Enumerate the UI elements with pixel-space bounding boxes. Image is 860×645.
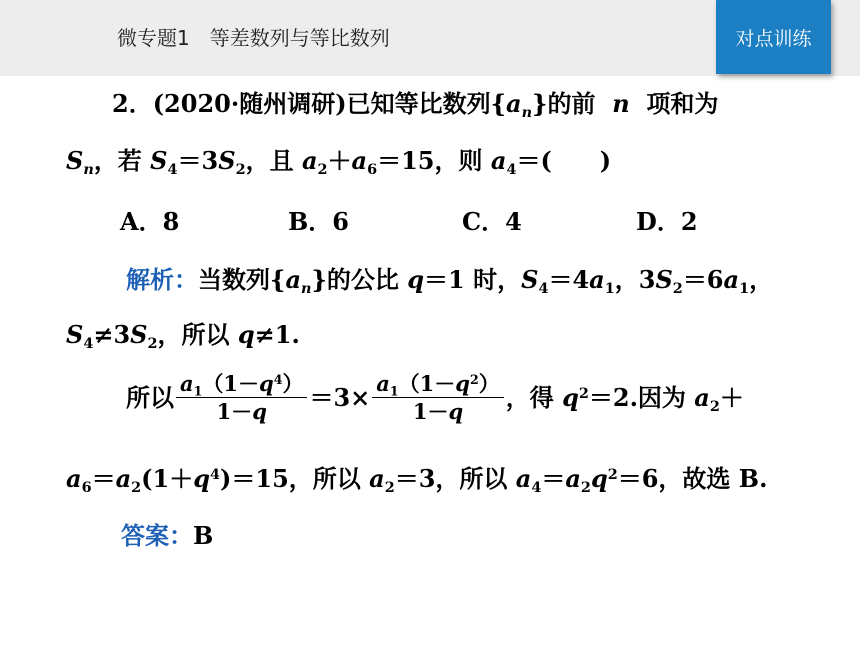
analysis-text: ＝2.因为 (588, 382, 686, 412)
answer-line (121, 522, 213, 550)
question-text: 已知等比数列{ (346, 89, 507, 118)
analysis-text: ＝6 (682, 265, 724, 294)
option-label: A． (120, 207, 163, 236)
analysis-text: 所以 (126, 382, 174, 412)
option-label: D． (636, 207, 681, 236)
analysis-text: ，3 (614, 265, 656, 294)
question-var-n: n (612, 89, 630, 118)
analysis-line-4: $a_6=a_2(1+q^4)=15$，所以 $a_2=3$，所以 $a_4=a_2q^2=6$，故选 B. (66, 464, 768, 497)
fraction-text: ） (282, 371, 304, 396)
option-d[interactable] (636, 202, 698, 237)
fraction-text: （1－ (202, 371, 259, 396)
analysis-text: ≠1. (254, 320, 300, 349)
analysis-text: ，得 (505, 382, 554, 412)
option-value: 4 (505, 207, 522, 236)
question-line-1: 2．(2020·随州调研)已知等比数列$\{a_n\}$的前 n 项和为 (112, 89, 719, 122)
option-b[interactable] (288, 202, 349, 237)
question-text: }的前 (532, 89, 596, 118)
fraction-text: 1－ (216, 399, 253, 425)
option-value: 2 (680, 207, 698, 236)
question-text: ，若 (93, 146, 142, 175)
question-text: ，且 (245, 146, 294, 175)
question-text: ＝15，则 (377, 146, 483, 175)
slide-header (0, 0, 860, 76)
analysis-text: ＝ (541, 464, 566, 493)
analysis-text: )＝15，所以 (220, 464, 361, 493)
fraction-2: $\frac{a_1(1-q^2)}{1-q}$ (372, 372, 503, 423)
analysis-text: ＝1 时， (424, 265, 522, 294)
question-text: ＝3 (177, 146, 219, 175)
answer-label: 答案： (121, 521, 193, 550)
analysis-line-1: 解析：当数列$\{a_n\}$的公比 q＝1 时，$S_4=4a_1$，$3S_2=6a_1$， (126, 265, 774, 298)
answer-value: B (193, 521, 214, 550)
fraction-text: ） (478, 371, 500, 396)
analysis-text: ，所以 (157, 320, 230, 349)
question-source: (2020·随州调研) (152, 89, 347, 118)
question-text: ＝( ) (516, 146, 612, 175)
analysis-text: (1＋ (141, 464, 194, 493)
analysis-text: ＝3× (309, 382, 371, 412)
analysis-text: ≠3 (93, 320, 131, 349)
fraction-text: 1－ (412, 399, 449, 425)
analysis-text: }的公比 (311, 265, 399, 294)
analysis-text: ＝6，故选 B. (617, 464, 768, 493)
option-value: 6 (332, 207, 349, 236)
option-label: C． (462, 207, 506, 236)
analysis-text: ， (749, 265, 774, 294)
option-a[interactable] (120, 202, 179, 237)
question-text: ＋ (327, 146, 352, 175)
question-number: 2． (112, 89, 153, 118)
option-value: 8 (162, 207, 180, 236)
practice-button[interactable]: 对点训练 (716, 0, 831, 74)
analysis-line-3: 所以 $\frac{a_1(1-q^4)}{1-q}$ ＝3× $\frac{a_1(1-q^2)}{1-q}$ ，得 $q^2=2$.因为 $a_2+$ (126, 371, 744, 425)
option-label: B． (288, 207, 333, 236)
analysis-text: ＝3，所以 (394, 464, 508, 493)
analysis-label: 解析： (126, 265, 198, 294)
question-text: 项和为 (646, 89, 719, 118)
option-c[interactable] (462, 202, 522, 237)
header-title: 微专题1 等差数列与等比数列 (117, 26, 390, 50)
question-line-2: $S_n$，若 $S_4=3S_2$，且 $a_2+a_6=15$，则 $a_4=$( ) (66, 146, 612, 179)
analysis-text: ＝4 (548, 265, 590, 294)
analysis-text: ＝ (91, 464, 116, 493)
fraction-text: （1－ (398, 371, 456, 396)
fraction-1: $\frac{a_1(1-q^4)}{1-q}$ (176, 372, 307, 423)
analysis-text: 当数列{ (198, 265, 286, 294)
analysis-line-2: $S_4\ne 3S_2$，所以 q≠1. (66, 320, 300, 353)
analysis-text: ＋ (719, 382, 744, 412)
